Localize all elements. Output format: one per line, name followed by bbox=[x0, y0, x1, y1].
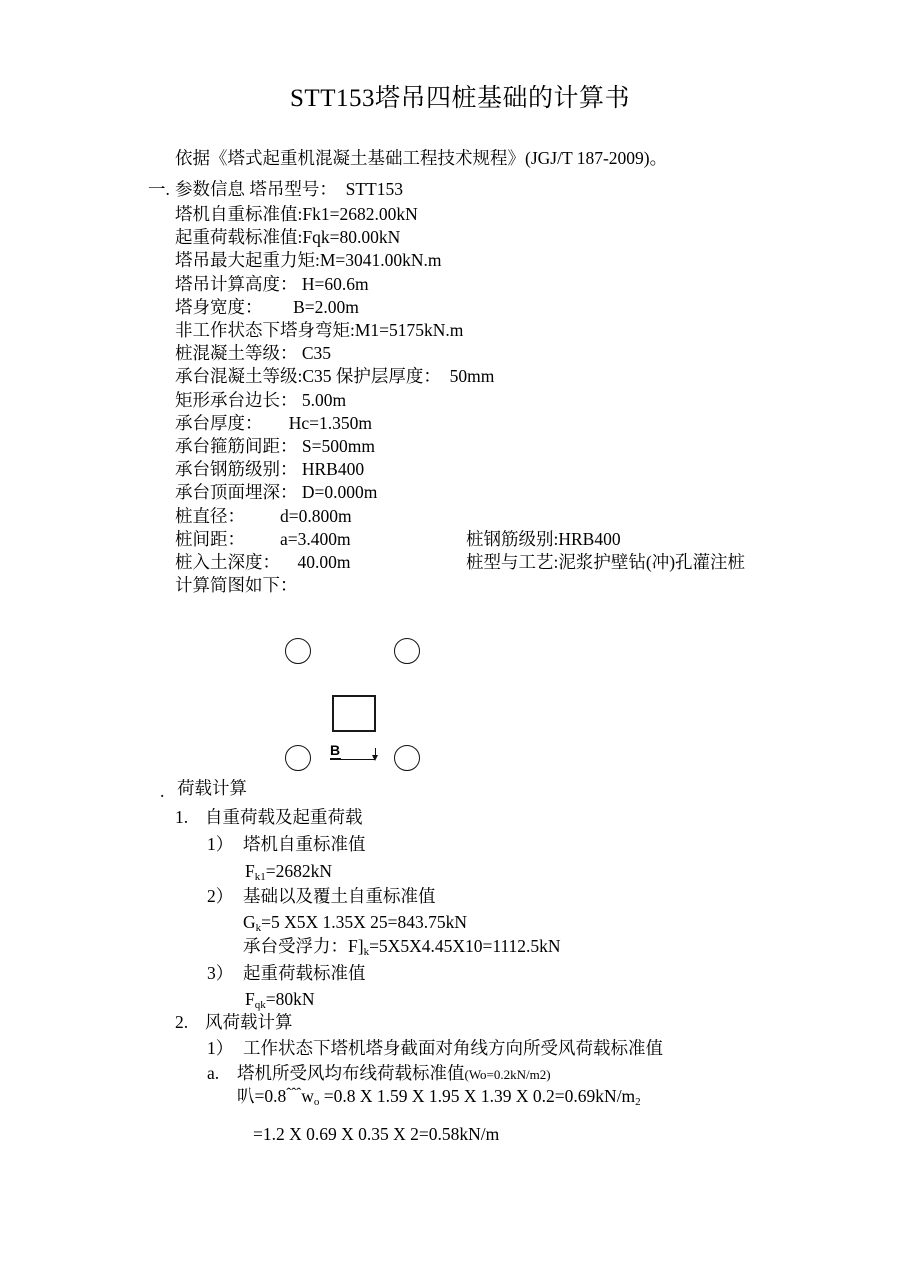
parameter-row: 桩直径： d=0.800m bbox=[175, 505, 352, 526]
parameter-row: 起重荷载标准值:Fqk=80.00kN bbox=[175, 227, 401, 248]
formula-fqk-var: F bbox=[245, 989, 255, 1009]
pile-circle-top-right bbox=[394, 638, 420, 664]
section-one-heading: 参数信息 塔吊型号： STT153 bbox=[175, 179, 403, 199]
parameter-row: 塔机自重标准值:Fk1=2682.00kN bbox=[175, 204, 418, 224]
formula-fk1-rest: =2682kN bbox=[265, 861, 332, 881]
formula-wind-line-load: =1.2 X 0.69 X 0.35 X 2=0.58kN/m bbox=[253, 1124, 500, 1144]
pile-circle-bottom-right bbox=[394, 745, 420, 771]
subsection-2-heading: 风荷载计算 bbox=[205, 1012, 293, 1032]
item-1-1-marker: 1） bbox=[207, 834, 234, 854]
formula-buoyancy-sub: k bbox=[363, 946, 370, 958]
parameter-row: 承台箍筋间距： S=500mm bbox=[175, 436, 375, 456]
parameter-row: 计算简图如下： bbox=[175, 575, 298, 596]
pile-foundation-diagram bbox=[255, 618, 485, 783]
standard-basis-line: 依据《塔式起重机混凝土基础工程技术规程》(JGJ/T 187-2009)。 bbox=[175, 148, 668, 168]
parameter-row: 承台顶面埋深： D=0.000m bbox=[175, 482, 378, 503]
formula-wind-carets: ˆˆˆ bbox=[286, 1086, 302, 1102]
parameter-row: 桩混凝土等级： C35 bbox=[175, 343, 332, 364]
parameter-row: 塔吊计算高度： H=60.6m bbox=[175, 273, 369, 294]
formula-buoyancy-rest: =5X5X4.45X10=1112.5kN bbox=[369, 936, 561, 956]
page-title: STT153塔吊四桩基础的计算书 bbox=[290, 85, 630, 112]
parameter-row: 非工作状态下塔身弯矩:M1=5175kN.m bbox=[175, 320, 464, 340]
formula-gk-sub: k bbox=[255, 922, 262, 934]
formula-wind-unit-sub: 2 bbox=[635, 1096, 641, 1108]
item-2-a-heading-paren: (Wo=0.2kN/m2) bbox=[464, 1067, 551, 1082]
item-1-2-marker: 2） bbox=[207, 886, 234, 906]
subsection-1-heading: 自重荷载及起重荷载 bbox=[205, 807, 363, 827]
formula-buoyancy bbox=[243, 935, 561, 960]
parameter-row: 桩入土深度： 40.00m bbox=[175, 552, 351, 572]
pile-circle-bottom-left bbox=[285, 745, 311, 771]
parameter-row-secondary: 桩钢筋级别:HRB400 bbox=[466, 528, 621, 549]
formula-fqk-rest: =80kN bbox=[265, 989, 315, 1009]
section-two-marker: . bbox=[160, 781, 165, 801]
parameter-row: 塔身宽度： B=2.00m bbox=[175, 296, 359, 317]
item-1-3-heading: 起重荷载标准值 bbox=[243, 963, 366, 983]
parameter-row: 塔吊最大起重力矩:M=3041.00kN.m bbox=[175, 250, 442, 271]
parameter-row: 矩形承台边长： 5.00m bbox=[175, 389, 347, 410]
formula-wind-pressure bbox=[237, 1085, 641, 1110]
item-2-a-heading-text: 塔机所受风均布线荷载标准值 bbox=[237, 1063, 465, 1083]
dimension-label-b: B bbox=[330, 742, 341, 758]
parameter-row-secondary: 桩型与工艺:泥浆护壁钻(冲)孔灌注桩 bbox=[466, 552, 746, 572]
item-2-a-heading bbox=[237, 1062, 551, 1086]
formula-gk bbox=[243, 911, 467, 936]
tower-mast-square bbox=[332, 695, 376, 732]
item-1-2-heading: 基础以及覆土自重标准值 bbox=[243, 886, 436, 906]
item-2-1-marker: 1） bbox=[207, 1038, 234, 1058]
formula-fk1 bbox=[245, 860, 332, 885]
item-2-a-marker: a. bbox=[207, 1063, 220, 1083]
item-1-3-marker: 3） bbox=[207, 963, 234, 983]
parameter-row: 承台厚度： Hc=1.350m bbox=[175, 412, 373, 433]
formula-gk-var: G bbox=[243, 912, 256, 932]
formula-fk1-sub: k1 bbox=[254, 871, 266, 883]
formula-fqk bbox=[245, 988, 315, 1013]
subsection-2-marker: 2. bbox=[175, 1012, 189, 1032]
section-one-marker: 一. bbox=[148, 179, 170, 199]
subsection-1-marker: 1. bbox=[175, 807, 189, 827]
formula-fk1-var: F bbox=[245, 861, 255, 881]
item-1-1-heading: 塔机自重标准值 bbox=[243, 834, 366, 854]
formula-wind-sub: o bbox=[313, 1096, 320, 1108]
formula-fqk-sub: qk bbox=[254, 999, 266, 1011]
parameter-row: 桩间距： a=3.400m bbox=[175, 528, 351, 549]
item-2-1-heading: 工作状态下塔机塔身截面对角线方向所受风荷载标准值 bbox=[243, 1038, 663, 1058]
section-two-heading: 荷载计算 bbox=[177, 778, 247, 798]
dimension-leader-line bbox=[330, 759, 375, 760]
parameter-row: 承台钢筋级别： HRB400 bbox=[175, 459, 365, 480]
formula-gk-rest: =5 X5X 1.35X 25=843.75kN bbox=[261, 912, 468, 932]
parameter-row: 承台混凝土等级:C35 保护层厚度： 50mm bbox=[175, 366, 495, 387]
formula-buoyancy-prefix: 承台受浮力：F] bbox=[243, 936, 364, 956]
formula-wind-lead: 叭=0.8 bbox=[237, 1086, 287, 1106]
pile-circle-top-left bbox=[285, 638, 311, 664]
formula-wind-rest: =0.8 X 1.59 X 1.95 X 1.39 X 0.2=0.69kN/m bbox=[319, 1086, 636, 1106]
formula-wind-var: w bbox=[301, 1086, 314, 1106]
